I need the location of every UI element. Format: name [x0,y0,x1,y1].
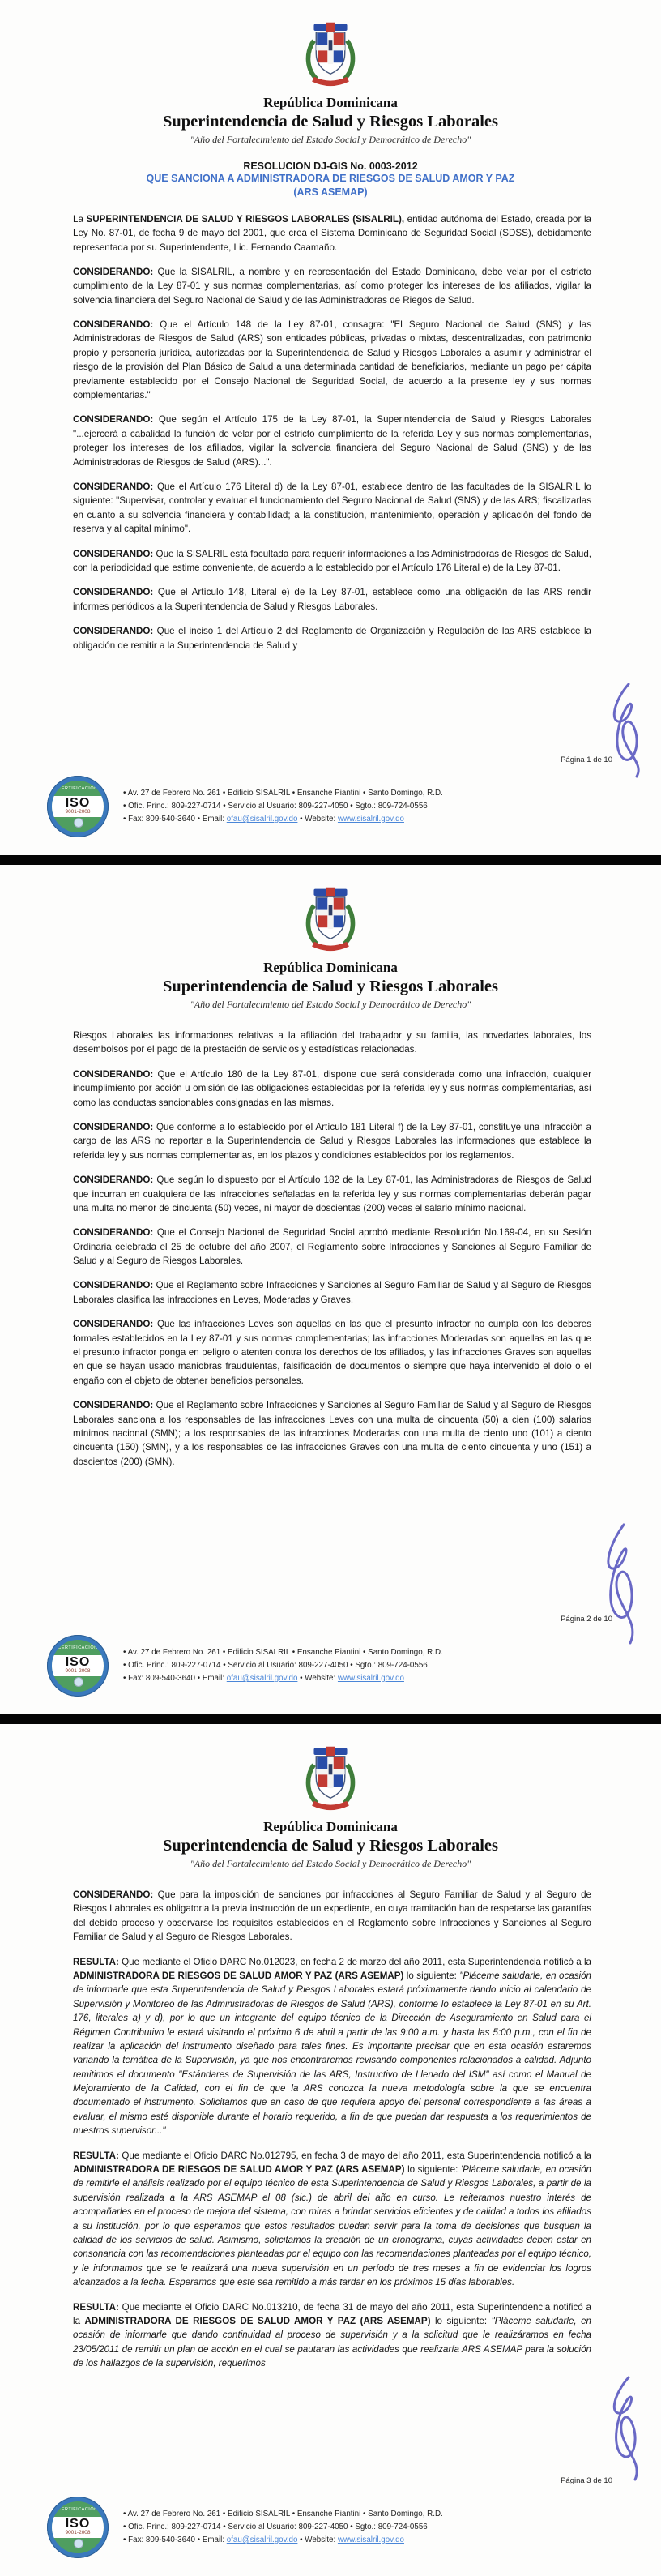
paragraph: CONSIDERANDO: Que el Artículo 148, Literal e) de la Ley 87-01, establece como una obligación de las ARS rendir informes periódicos a la Superintendencia de Salud y Riesgos Laborales. [73,587,591,612]
iso-cert-text: CERTIFICACIÓN [58,2507,98,2512]
footer-address: • Av. 27 de Febrero No. 261 • Edificio SISALRIL • Ensanche Piantini • Santo Domingo, R.D. [123,1648,443,1658]
year-motto: "Año del Fortalecimiento del Estado Social y Democrático de Derecho" [190,1858,471,1869]
website-link[interactable]: www.sisalril.gov.do [337,1673,404,1683]
dominican-coat-of-arms-icon [304,884,357,952]
document-page-1 [0,0,661,855]
footer-address: • Av. 27 de Febrero No. 261 • Edificio SISALRIL • Ensanche Piantini • Santo Domingo, R.D. [123,789,443,798]
email-link[interactable]: ofau@sisalril.gov.do [226,814,298,824]
page-number: Página 2 de 10 [561,1615,612,1624]
paragraph: CONSIDERANDO: Que según el Artículo 175 de la Ley 87-01, la Superintendencia de Salud y Riesgos Laborales "...ejercerá a cabalidad la función de velar por el estricto cumplimiento de la referida Ley y sus normas complementarias, proteger los intereses de los afiliados, vigilar la solvencia financiera del Seguro Nacional de Salud (SNS) y de las Administradoras de Riesgos de Salud (ARS)...". [73,414,591,468]
footer-links-line [123,813,443,826]
dominican-coat-of-arms-icon [304,1744,357,1812]
paragraph: CONSIDERANDO: Que el Artículo 176 Literal d) de la Ley 87-01, establece dentro de las facultades de la SISALRIL lo siguiente: "Supervisar, controlar y evaluar el funcionamiento del Seguro Nacional de Salud (SNS) y de las ARS; fiscalizarlas en cuanto a su solvencia financiera y contabilidad; a la constitución, mantenimiento, operación y aplicación del fondo de reserva y al capital mínimo". [73,481,591,535]
paragraph: RESULTA: Que mediante el Oficio DARC No.012795, en fecha 3 de mayo del año 2011, esta Superintendencia notificó a la ADMINISTRADORA DE RIESGOS DE SALUD AMOR Y PAZ (ARS ASEMAP) lo siguiente: 'Pláceme saludarle, en ocasión de remitirle el análisis realizado por el equipo técnico de esta Superintendencia de Salud y Riesgos Laborales, a partir de la supervisión realizada a la ARS ASEMAP el 08 (sic.) de abril del año en curso. Le reiteramos nuestro interés de acompañarles en el proceso de mejora del sistema, con miras a brindar servicios eficientes y de calidad a todos los afiliados a su institución, por lo que esperamos que estos resultados puedan servir para la toma de decisiones que busquen la calidad de los servicios de salud. Asimismo, solicitamos la creación de un cronograma, cuyas actividades deben estar en consonancia con las recomendaciones planteadas por el equipo con las recomendaciones planteadas por el equipo técnico, y le informamos que se le realizará una nueva supervisión en un período de tres meses a fin de evidenciar los logros alcanzados a la fecha. Esperamos que este sea remitido a más tardar en los próximos 15 días laborables. [73,2150,591,2288]
paragraph: CONSIDERANDO: Que el Artículo 148 de la Ley 87-01, consagra: "El Seguro Nacional de Salud (SNS) y las Administradoras de Riesgos de Salud (ARS) son entidades públicas, privadas o mixtas, descentralizadas, con patrimonio propio y personería jurídica, autorizadas por la Superintendencia de Salud y Riesgos Laborales a asumir y administrar el riesgo de la provisión del Plan Básico de Salud a una determinada cantidad de beneficiarios, mediante un pago per cápita previamente establecido por el Consejo Nacional de Seguridad Social, de acuerdo a la presente ley y sus normas complementarias." [73,319,591,401]
year-motto: "Año del Fortalecimiento del Estado Social y Democrático de Derecho" [190,999,471,1010]
footer-links-line [123,2534,443,2547]
page-number: Página 3 de 10 [561,2476,612,2485]
paragraph: CONSIDERANDO: Que para la imposición de sanciones por infracciones al Seguro Familiar de Salud y al Seguro de Riesgos Laborales es obligatoria la previa instrucción de un expediente, en cuya tramitación han de respetarse las garantías del debido proceso y observarse los requisitos establecidos en el Reglamento sobre Infracciones y Sanciones al Seguro Familiar de Salud y al Seguro de Riesgos Laborales. [73,1889,591,1943]
country-title: República Dominicana [263,1819,398,1834]
country-title: República Dominicana [263,960,398,975]
page-body [0,1029,661,1469]
page-footer [0,2497,661,2558]
footer-address: • Av. 27 de Febrero No. 261 • Edificio SISALRIL • Ensanche Piantini • Santo Domingo, R.D. [123,2510,443,2519]
institution-title: Superintendencia de Salud y Riesgos Laborales [162,1837,499,1855]
iso-badge-inner [52,2501,104,2553]
footer-phones: • Ofic. Princ.: 809-227-0714 • Servicio al Usuario: 809-227-4050 • Sgto.: 809-724-0556 [123,802,428,811]
scan-separator [0,855,661,865]
footer-fax: • Fax: 809-540-3640 [123,1673,198,1683]
footer-contact-lines [123,1646,443,1684]
page-footer [0,1635,661,1697]
iso-cert-text: CERTIFICACIÓN [58,786,98,791]
iso-9001-badge-icon [47,776,109,837]
email-link[interactable]: ofau@sisalril.gov.do [226,1673,298,1683]
iso-badge-inner [52,1640,104,1692]
resolution-title-block [0,160,661,199]
paragraph: CONSIDERANDO: Que las infracciones Leves son aquellas en las que el presunto infractor no cumpla con los deberes formales establecidos en la Ley 87-01 y sus normas complementarias; las infracciones Moderadas son aquellas en las que el presunto infractor ponga en peligro o atenten contra los derechos de los afiliados, y las infracciones Graves son aquellas en que se hayan usado maniobras fraudulentas, falsificación de documentos o siempre que haya intervenido el dolo o el engaño con el objeto de obtener beneficios personales. [73,1319,591,1386]
footer-fax: • Fax: 809-540-3640 [123,814,198,824]
document-page-3 [0,1724,661,2576]
footer-fax: • Fax: 809-540-3640 [123,2535,198,2544]
footer-phones: • Ofic. Princ.: 809-227-0714 • Servicio al Usuario: 809-227-4050 • Sgto.: 809-724-0556 [123,1661,428,1671]
signature-ink [596,1520,643,1650]
footer-contact-lines [123,2508,443,2546]
document-page-2 [0,865,661,1714]
iso-globe-icon [74,2539,83,2548]
resolution-subtitle-line1: QUE SANCIONA A ADMINISTRADORA DE RIESGOS DE SALUD AMOR Y PAZ [146,173,515,184]
signature-ink [601,2373,648,2486]
iso-standard: 9001-2008 [65,2530,91,2535]
signature-ink [603,679,650,781]
dominican-coat-of-arms-icon [304,19,357,88]
paragraph: RESULTA: Que mediante el Oficio DARC No.012023, en fecha 2 de marzo del año 2011, esta Superintendencia notificó a la ADMINISTRADORA DE RIESGOS DE SALUD AMOR Y PAZ (ARS ASEMAP) lo siguiente: "Pláceme saludarle, en ocasión de informarle que esta Superintendencia de Salud y Riesgos Laborales estará próximamente dando inicio al calendario de Supervisión y Monitoreo de las Administradoras de Riesgos de Salud (ARS), conforme lo establece la Ley 87-01 en su Art. 176, literales a) y d), por lo que un integrante del equipo técnico de la Dirección de Aseguramiento en Salud para el Régimen Contributivo le estará visitando el próximo 6 de abril a partir de las 9:00 a.m. y hasta las 5:00 p.m., con el fin de realizar la aplicación del instrumento diseñado para tales fines. Es importante precisar que en esta ocasión estaremos variando la temática de la Supervisión, ya que nos encontraremos revisando componentes relacionados a calidad. Adjunto remitimos el documento "Estándares de Supervisión de las ARS, Instructivo de Llenado del ISM" así como el Manual de Mejoramiento de la Calidad, con el fin de que la ARS conozca la nueva metodología sobre la que se encuentra documentado el instrumento. Solicitamos que en caso de que requiera apoyo del personal correspondiente a las áreas a evaluar, el mismo esté disponible durante el horario requerido, a fin de que puedan dar respuesta a los requerimientos de nuestros supervisor..." [73,1956,591,2137]
institution-title: Superintendencia de Salud y Riesgos Laborales [162,113,499,131]
paragraph: CONSIDERANDO: Que el Reglamento sobre Infracciones y Sanciones al Seguro Familiar de Salud y al Seguro de Riesgos Laborales clasifica las infracciones en Leves, Moderadas y Graves. [73,1280,591,1305]
paragraph: CONSIDERANDO: Que el Consejo Nacional de Seguridad Social aprobó mediante Resolución No.169-04, en su Sesión Ordinaria celebrada el 25 de octubre del año 2007, el Reglamento sobre Infracciones y Sanciones al Seguro Familiar de Salud y al Seguro de Riesgos Laborales. [73,1227,591,1267]
iso-cert-text: CERTIFICACIÓN [58,1645,98,1650]
paragraph: CONSIDERANDO: Que conforme a lo establecido por el Artículo 181 Literal f) de la Ley 87-01, constituye una infracción a cargo de las ARS no reportar a la Superintendencia de Salud y Riesgos Laborales las informaciones que establece la referida ley y sus normas complementarias, en los plazos y condiciones establecidos por los reglamentos. [73,1121,591,1161]
website-link[interactable]: www.sisalril.gov.do [337,2535,404,2544]
paragraph: CONSIDERANDO: Que el inciso 1 del Artículo 2 del Reglamento de Organización y Regulación de las ARS establece la obligación de remitir a la Superintendencia de Salud y [73,626,591,651]
iso-globe-icon [74,818,83,828]
footer-email-label: • Email: [197,2535,227,2544]
iso-label: ISO [65,2517,91,2531]
page-body [0,212,661,653]
footer-links-line [123,1672,443,1685]
year-motto: "Año del Fortalecimiento del Estado Social y Democrático de Derecho" [190,134,471,145]
iso-globe-icon [74,1677,83,1687]
iso-9001-badge-icon [47,2497,109,2558]
iso-standard: 9001-2008 [65,809,91,815]
email-link[interactable]: ofau@sisalril.gov.do [226,2535,298,2544]
iso-badge-inner [52,781,104,832]
paragraph: RESULTA: Que mediante el Oficio DARC No.013210, de fecha 31 de mayo del año 2011, esta Superintendencia notificó a la ADMINISTRADORA DE RIESGOS DE SALUD AMOR Y PAZ (ARS ASEMAP) lo siguiente: "Pláceme saludarle, en ocasión de informarle que dando continuidad al proceso de supervisión y a la solicitud que le realizáramos en fecha 23/05/2011 de remitir un plan de acción en el cual se pautaran las actividades que realizaría ARS ASEMAP para la solución de los hallazgos de la supervisión, requerimos [73,2301,592,2369]
footer-contact-lines [123,787,443,825]
page-number: Página 1 de 10 [561,755,612,764]
iso-standard: 9001-2008 [65,1668,91,1674]
letterhead [0,1724,661,1870]
paragraph: CONSIDERANDO: Que la SISALRIL está facultada para requerir informaciones a las Administradoras de Riesgos de Salud, con la periodicidad que estime conveniente, de acuerdo a lo establecido por el Artículo 176 Literal e) de la Ley 87-01. [73,548,591,573]
footer-website-label: • Website: [297,2535,338,2544]
footer-website-label: • Website: [297,1673,338,1683]
paragraph: CONSIDERANDO: Que la SISALRIL, a nombre y en representación del Estado Dominicano, debe velar por el estricto cumplimiento de la Ley 87-01 y sus normas complementarias, así como proteger los intereses de los afiliados, vigilar la solvencia financiera del Seguro Nacional de Salud y de las Administradoras de Riegos de Salud. [73,266,591,306]
page-footer [0,776,661,837]
footer-website-label: • Website: [297,814,338,824]
resolution-number: RESOLUCION DJ-GIS No. 0003-2012 [243,160,418,172]
scan-separator [0,1714,661,1724]
paragraph: La SUPERINTENDENCIA DE SALUD Y RIESGOS LABORALES (SISALRIL), entidad autónoma del Estado, creada por la Ley No. 87-01, de fecha 9 de mayo del 2001, que crea el Sistema Dominicano de Seguridad Social (SDSS), debidamente representada por su Superintendente, Lic. Fernando Caamaño. [73,213,591,253]
footer-phones: • Ofic. Princ.: 809-227-0714 • Servicio al Usuario: 809-227-4050 • Sgto.: 809-724-0556 [123,2523,428,2532]
iso-label: ISO [65,796,91,810]
paragraph: Riesgos Laborales las informaciones relativas a la afiliación del trabajador y su familia, las novedades laborales, los desembolsos por el pago de la prestación de servicios y estadísticas relacionadas. [73,1030,591,1055]
footer-email-label: • Email: [197,1673,227,1683]
website-link[interactable]: www.sisalril.gov.do [337,814,404,824]
page-body [0,1888,661,2371]
paragraph: CONSIDERANDO: Que según lo dispuesto por el Artículo 182 de la Ley 87-01, las Administradoras de Riesgos de Salud que incurran en cualquiera de las infracciones señaladas en la referida ley y sus normas complementarias deberán pagar una multa no menor de cincuenta (50) veces, ni mayor de doscientas (200) veces el salario mínimo nacional. [73,1175,591,1213]
country-title: República Dominicana [263,95,398,110]
iso-band [52,2517,104,2538]
paragraph: CONSIDERANDO: Que el Reglamento sobre Infracciones y Sanciones al Seguro Familiar de Salud y al Seguro de Riesgos Laborales sanciona a los responsables de las infracciones Leves con una multa de cincuenta (50) a cien (100) salarios mínimos nacional (SMN); a los responsables de las infracciones Moderadas con una multa de ciento uno (101) a ciento cincuenta (150) (SMN), y a los responsables de las infracciones Graves con una multa de ciento cincuenta y uno (151) a doscientos (200) (SMN). [73,1400,591,1467]
paragraph: CONSIDERANDO: Que el Artículo 180 de la Ley 87-01, dispone que será considerada como una infracción, cualquier incumplimiento por acción u omisión de las obligaciones establecidas por la referida ley y sus normas complementarias, así como las conductas sancionables consignadas en las mismas. [73,1068,591,1108]
iso-9001-badge-icon [47,1635,109,1697]
letterhead [0,865,661,1011]
letterhead [0,0,661,146]
iso-band [52,796,104,817]
resolution-subtitle-line2: (ARS ASEMAP) [293,186,368,198]
iso-band [52,1655,104,1676]
iso-label: ISO [65,1655,91,1669]
footer-email-label: • Email: [197,814,227,824]
institution-title: Superintendencia de Salud y Riesgos Laborales [162,978,499,995]
